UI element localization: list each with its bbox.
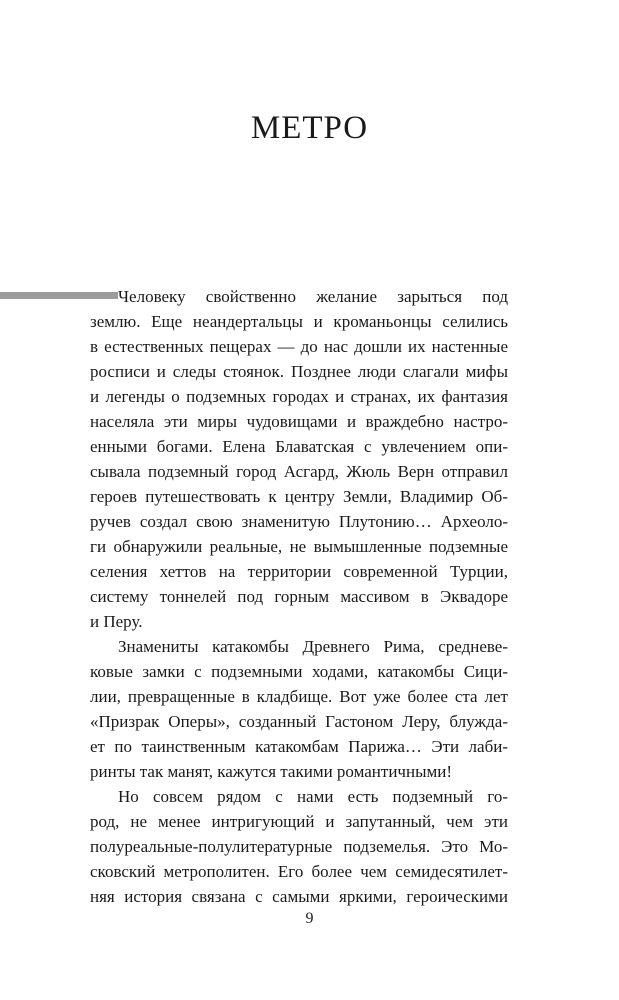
text-line: ручев создал свою знаменитую Плутонию… Археоло- bbox=[90, 512, 508, 531]
text-line: росписи и следы стоянок. Позднее люди слагали мифы bbox=[90, 362, 508, 381]
text-line: лии, превращенные в кладбище. Вот уже более ста лет bbox=[90, 687, 508, 706]
text-line: ги обнаружили реальные, не вымышленные подземные bbox=[90, 537, 508, 556]
text-line: няя история связана с самыми яркими, героическими bbox=[90, 887, 508, 906]
paragraph bbox=[90, 284, 508, 634]
text-line: ет по таинственным катакомбам Парижа… Эти лаби- bbox=[90, 737, 508, 756]
text-line: систему тоннелей под горным массивом в Эквадоре bbox=[90, 587, 508, 606]
paragraph bbox=[90, 784, 508, 909]
text-line: героев путешествовать к центру Земли, Владимир Об- bbox=[90, 487, 508, 506]
text-line: полуреальные-полулитературные подземелья. Это Мо- bbox=[90, 837, 508, 856]
chapter-title: МЕТРО bbox=[250, 110, 369, 146]
text-line: Человеку свойственно желание зарыться под bbox=[118, 287, 508, 306]
text-line: Знамениты катакомбы Древнего Рима, средневе- bbox=[118, 637, 508, 656]
text-line: Но совсем рядом с нами есть подземный го- bbox=[118, 787, 508, 806]
text-line: ковые замки с подземными ходами, катакомбы Сици- bbox=[90, 662, 508, 681]
page-number: 9 bbox=[305, 910, 314, 927]
text-line: род, не менее интригующий и запутанный, чем эти bbox=[90, 812, 508, 831]
paragraph bbox=[90, 634, 508, 784]
text-line: сковский метрополитен. Его более чем семидесятилет- bbox=[90, 862, 508, 881]
text-line: и легенды о подземных городах и странах, их фантазия bbox=[90, 387, 508, 406]
text-line: сывала подземный город Асгард, Жюль Верн отправил bbox=[90, 462, 508, 481]
text-line: ринты так манят, кажутся такими романтичными! bbox=[90, 762, 453, 781]
text-line: в естественных пещерах — до нас дошли их настенные bbox=[90, 337, 508, 356]
body-text bbox=[90, 284, 508, 909]
text-line: селения хеттов на территории современной Турции, bbox=[90, 562, 508, 581]
text-line: и Перу. bbox=[90, 612, 143, 631]
text-line: енными богами. Елена Блаватская с увлечением опи- bbox=[90, 437, 508, 456]
text-line: землю. Еще неандертальцы и кроманьонцы селились bbox=[90, 312, 508, 331]
text-line: населяла эти миры чудовищами и враждебно настро- bbox=[90, 412, 508, 431]
text-line: «Призрак Оперы», созданный Гастоном Леру, блужда- bbox=[90, 712, 508, 731]
